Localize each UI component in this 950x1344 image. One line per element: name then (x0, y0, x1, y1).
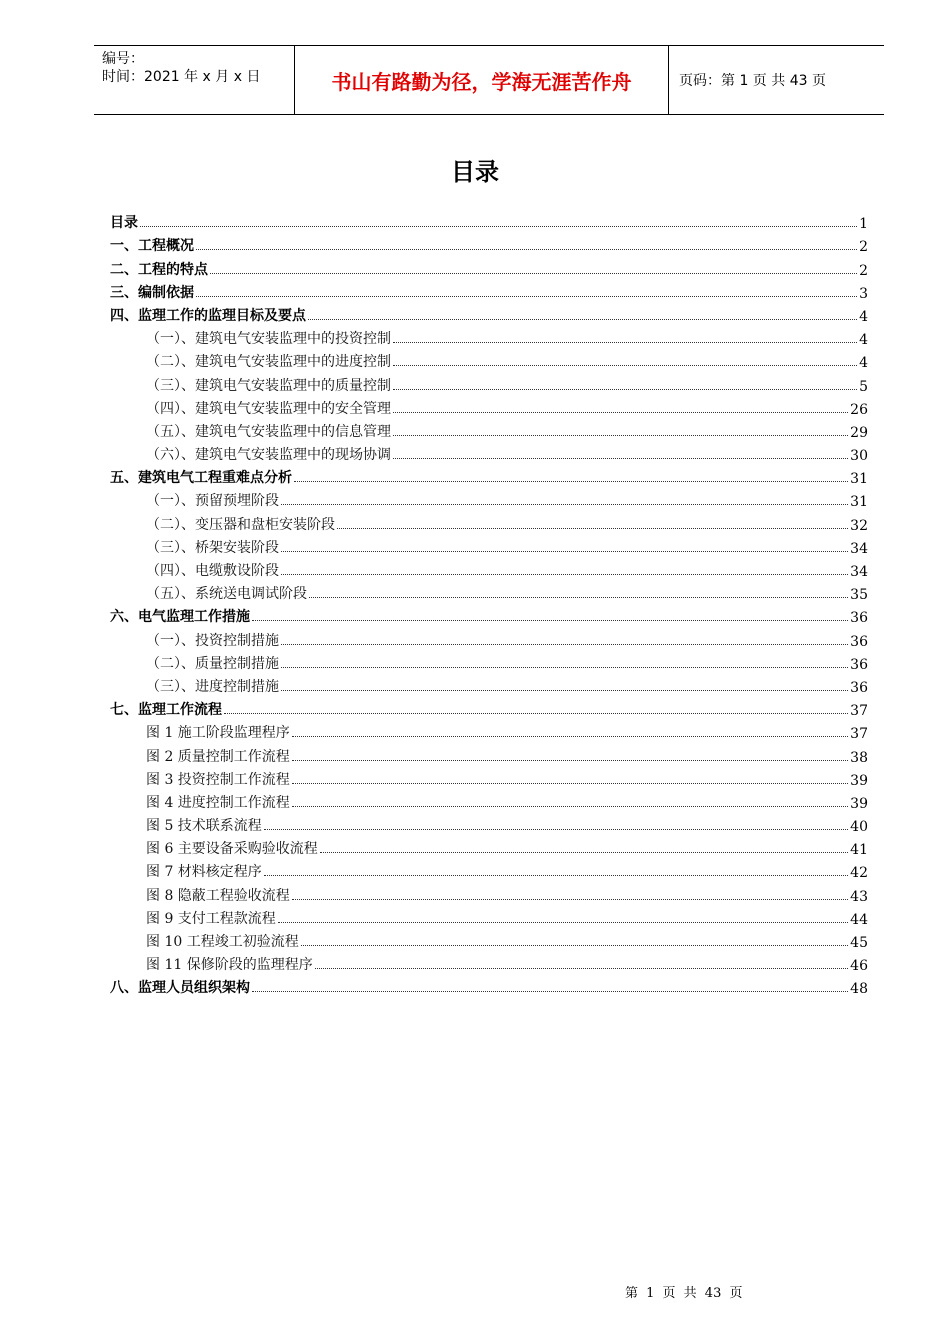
toc-entry[interactable] (110, 418, 868, 441)
toc-entry-label: （二）、变压器和盘柜安装阶段 (146, 516, 335, 533)
toc-dot-leader (292, 736, 848, 737)
toc-dot-leader (196, 249, 857, 250)
toc-entry-label: 图 2 质量控制工作流程 (146, 748, 290, 765)
toc-dot-leader (292, 806, 848, 807)
toc-entry-page-number: 2 (859, 262, 868, 279)
toc-entry[interactable] (110, 371, 868, 394)
toc-entry-label: 一、工程概况 (110, 238, 194, 255)
toc-entry[interactable] (110, 232, 868, 255)
toc-entry-page-number: 39 (850, 795, 868, 812)
toc-entry[interactable] (110, 580, 868, 603)
toc-dot-leader (393, 342, 857, 343)
toc-entry-label: （二）、质量控制措施 (146, 655, 279, 672)
toc-entry[interactable] (110, 905, 868, 928)
toc-entry-page-number: 1 (859, 216, 868, 233)
toc-entry[interactable] (110, 650, 868, 673)
page-footer: 第 1 页 共 43 页 (625, 1286, 743, 1301)
toc-entry-label: 八、监理人员组织架构 (110, 980, 250, 997)
toc-entry-label: 目录 (110, 215, 138, 232)
toc-dot-leader (281, 574, 848, 575)
toc-entry[interactable] (110, 395, 868, 418)
toc-entry[interactable] (110, 603, 868, 626)
toc-entry-label: （三）、进度控制措施 (146, 678, 279, 695)
toc-dot-leader (264, 875, 848, 876)
toc-entry-page-number: 31 (850, 494, 868, 511)
toc-dot-leader (140, 226, 857, 227)
toc-entry-page-number: 4 (859, 355, 868, 372)
toc-dot-leader (308, 319, 857, 320)
toc-entry-page-number: 4 (859, 332, 868, 349)
toc-entry-page-number: 29 (850, 424, 868, 441)
page-title: 目录 (451, 158, 499, 186)
toc-entry-page-number: 36 (850, 679, 868, 696)
toc-entry-label: （五）、系统送电调试阶段 (146, 586, 307, 603)
toc-entry-page-number: 5 (859, 378, 868, 395)
toc-dot-leader (393, 389, 857, 390)
toc-dot-leader (393, 412, 848, 413)
toc-entry[interactable] (110, 464, 868, 487)
toc-entry-label: （四）、建筑电气安装监理中的安全管理 (146, 400, 391, 417)
toc-entry-page-number: 35 (850, 587, 868, 604)
toc-entry-page-number: 42 (850, 865, 868, 882)
toc-entry-page-number: 36 (850, 656, 868, 673)
toc-entry-label: 七、监理工作流程 (110, 702, 222, 719)
toc-dot-leader (337, 528, 848, 529)
document-number-label: 编号： (102, 51, 144, 67)
toc-entry-page-number: 43 (850, 888, 868, 905)
toc-entry-page-number: 30 (850, 448, 868, 465)
toc-dot-leader (281, 644, 848, 645)
toc-dot-leader (281, 690, 848, 691)
toc-dot-leader (281, 504, 848, 505)
toc-entry-page-number: 32 (850, 517, 868, 534)
toc-entry-page-number: 31 (850, 471, 868, 488)
toc-entry-label: 图 1 施工阶段监理程序 (146, 725, 290, 742)
toc-entry[interactable] (110, 881, 868, 904)
toc-entry[interactable] (110, 673, 868, 696)
page-header (94, 45, 884, 115)
toc-entry-label: （六）、建筑电气安装监理中的现场协调 (146, 447, 391, 464)
toc-entry[interactable] (110, 719, 868, 742)
toc-entry[interactable] (110, 557, 868, 580)
toc-entry-label: 二、工程的特点 (110, 261, 208, 278)
toc-dot-leader (196, 296, 857, 297)
toc-entry[interactable] (110, 209, 868, 232)
document-time: 时间：2021 年 x 月 x 日 (102, 69, 261, 85)
toc-entry-label: 五、建筑电气工程重难点分析 (110, 470, 292, 487)
toc-entry-page-number: 40 (850, 819, 868, 836)
toc-entry-label: 图 11 保修阶段的监理程序 (146, 957, 313, 974)
toc-entry-page-number: 34 (850, 564, 868, 580)
toc-dot-leader (393, 365, 857, 366)
toc-entry[interactable] (110, 279, 868, 302)
toc-entry-label: 图 9 支付工程款流程 (146, 910, 276, 927)
toc-entry[interactable] (110, 835, 868, 858)
toc-entry-page-number: 26 (850, 401, 868, 418)
toc-dot-leader (393, 435, 848, 436)
toc-entry-label: 四、监理工作的监理目标及要点 (110, 307, 306, 324)
toc-dot-leader (292, 783, 848, 784)
toc-entry[interactable] (110, 928, 868, 951)
toc-entry-label: （三）、建筑电气安装监理中的质量控制 (146, 377, 391, 394)
toc-entry-page-number: 45 (850, 935, 868, 951)
toc-dot-leader (315, 968, 848, 969)
toc-entry[interactable] (110, 348, 868, 371)
toc-entry[interactable] (110, 325, 868, 348)
toc-entry-page-number: 36 (850, 610, 868, 627)
toc-entry[interactable] (110, 951, 868, 974)
toc-dot-leader (210, 273, 857, 274)
toc-entry-label: 图 3 投资控制工作流程 (146, 771, 290, 788)
toc-dot-leader (292, 760, 848, 761)
toc-entry-page-number: 38 (850, 749, 868, 766)
toc-entry-page-number: 3 (859, 285, 868, 302)
toc-dot-leader (320, 852, 848, 853)
toc-entry-label: 六、电气监理工作措施 (110, 609, 250, 626)
toc-entry-page-number: 44 (850, 911, 868, 928)
toc-entry[interactable] (110, 742, 868, 765)
toc-entry[interactable] (110, 858, 868, 881)
toc-dot-leader (294, 481, 848, 482)
toc-dot-leader (224, 713, 848, 714)
toc-entry-label: 图 6 主要设备采购验收流程 (146, 841, 318, 858)
toc-entry-page-number: 4 (859, 308, 868, 325)
toc-dot-leader (309, 597, 848, 598)
toc-dot-leader (252, 620, 848, 621)
toc-entry[interactable] (110, 534, 868, 557)
toc-entry[interactable] (110, 974, 868, 997)
toc-entry-label: 图 5 技术联系流程 (146, 818, 262, 835)
toc-entry-page-number: 48 (850, 981, 868, 998)
toc-entry-label: （一）、建筑电气安装监理中的投资控制 (146, 331, 391, 348)
toc-entry[interactable] (110, 626, 868, 649)
toc-entry[interactable] (110, 510, 868, 533)
toc-dot-leader (278, 922, 848, 923)
toc-entry[interactable] (110, 441, 868, 464)
table-of-contents (110, 209, 868, 997)
toc-entry-page-number: 2 (859, 239, 868, 256)
toc-dot-leader (292, 899, 848, 900)
toc-entry[interactable] (110, 696, 868, 719)
toc-dot-leader (281, 667, 848, 668)
toc-entry-label: 图 10 工程竣工初验流程 (146, 934, 299, 950)
toc-entry-page-number: 36 (850, 633, 868, 650)
toc-dot-leader (264, 829, 848, 830)
toc-entry-page-number: 46 (850, 958, 868, 975)
toc-entry[interactable] (110, 255, 868, 278)
toc-dot-leader (252, 991, 848, 992)
toc-entry-label: 图 4 进度控制工作流程 (146, 794, 290, 811)
toc-entry-page-number: 41 (850, 842, 868, 859)
toc-entry-label: （一）、投资控制措施 (146, 632, 279, 649)
toc-entry-label: 图 7 材料核定程序 (146, 864, 262, 881)
header-page-info: 页码：第 1 页 共 43 页 (679, 73, 826, 89)
toc-dot-leader (281, 551, 848, 552)
toc-entry[interactable] (110, 812, 868, 835)
toc-dot-leader (393, 458, 848, 459)
toc-entry[interactable] (110, 789, 868, 812)
toc-entry-label: （二）、建筑电气安装监理中的进度控制 (146, 354, 391, 371)
toc-entry-label: （三）、桥架安装阶段 (146, 539, 279, 556)
toc-entry[interactable] (110, 302, 868, 325)
toc-entry-page-number: 39 (850, 772, 868, 789)
toc-entry-label: （五）、建筑电气安装监理中的信息管理 (146, 423, 391, 440)
header-meta (94, 46, 295, 114)
toc-entry-label: 三、编制依据 (110, 284, 194, 301)
toc-entry[interactable] (110, 766, 868, 789)
toc-entry-page-number: 37 (850, 726, 868, 743)
header-motto: 书山有路勤为径，学海无涯苦作舟 (295, 46, 669, 114)
toc-entry-page-number: 34 (850, 540, 868, 557)
toc-entry-label: 图 8 隐蔽工程验收流程 (146, 887, 290, 904)
toc-entry-label: （四）、电缆敷设阶段 (146, 563, 279, 579)
toc-entry-label: （一）、预留预埋阶段 (146, 493, 279, 510)
toc-entry-page-number: 37 (850, 703, 868, 720)
toc-dot-leader (301, 945, 848, 946)
toc-entry[interactable] (110, 487, 868, 510)
